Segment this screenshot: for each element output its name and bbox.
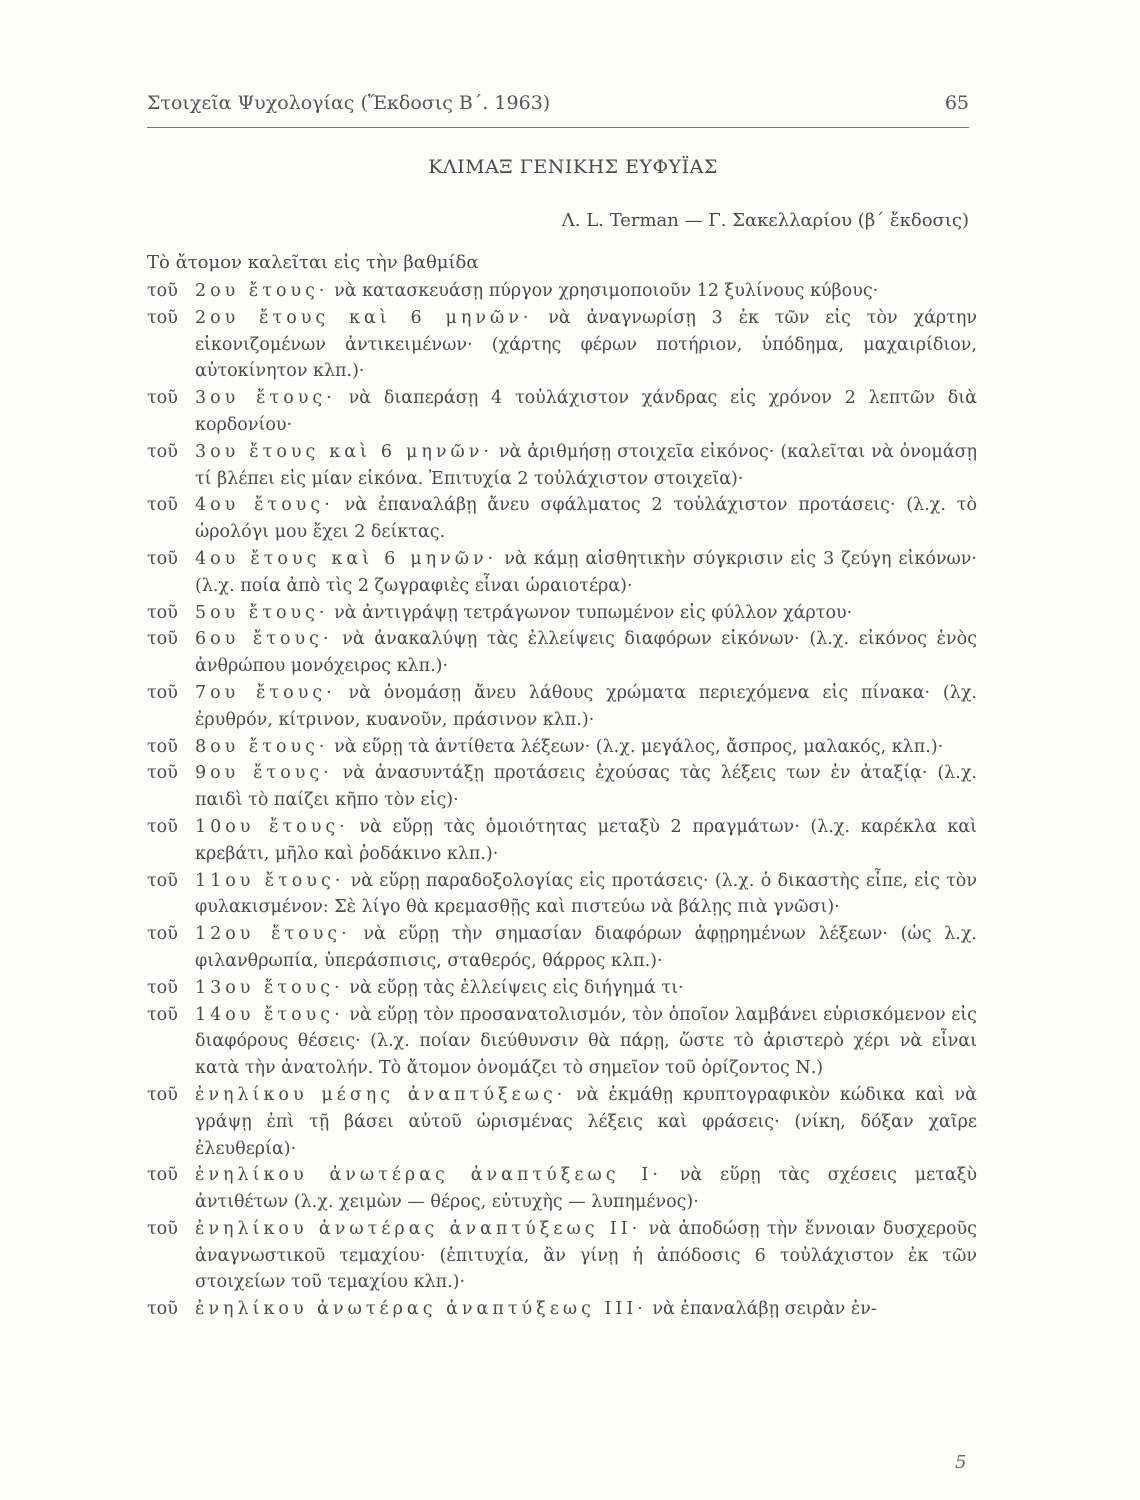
entry-lead: τοῦ (147, 816, 178, 837)
entry-text: νὰ ἀντιγράψῃ τετράγωνον τυπωμένον εἰς φύλλον χάρτου· (334, 602, 853, 623)
list-item (147, 921, 977, 975)
entry-lead: τοῦ (147, 602, 178, 623)
page-title: ΚΛΙΜΑΞ ΓΕΝΙΚΗΣ ΕΥΦΥΪΑΣ (428, 156, 718, 178)
entry-lead: τοῦ (147, 1165, 178, 1186)
entry-text: νὰ εὕρῃ τὰς σχέσεις μεταξὺ ἀντιθέτων (λ.χ. χειμὼν — θέρος, εὐτυχὴς — λυπημένος)· (195, 1165, 977, 1213)
entry-lead: τοῦ (147, 977, 178, 998)
list-item (147, 975, 977, 1002)
entry-text: νὰ ὀνομάσῃ ἄνευ λάθους χρώματα περιεχόμενα εἰς πίνακα· (λχ. ἐρυθρόν, κίτρινον, κυανοῦν, πράσινον κλπ.)· (195, 682, 977, 730)
entry-text: νὰ εὕρῃ τὰς ὁμοιότητας μεταξὺ 2 πραγμάτων· (λ.χ. καρέκλα καὶ κρεβάτι, μῆλο καὶ ῥοδάκινο κλπ.)· (195, 816, 977, 864)
entry-lead: τοῦ (147, 548, 178, 569)
list-item (147, 439, 977, 493)
entry-age: 9ου ἔτους· (195, 763, 333, 784)
list-item (147, 626, 977, 680)
entry-lead: τοῦ (147, 307, 178, 328)
entry-lead: τοῦ (147, 495, 178, 516)
page-number: 65 (944, 92, 969, 114)
entry-age: 14ου ἔτους· (195, 1004, 344, 1025)
entry-age: 2ου ἔτους· (195, 281, 329, 301)
entry-text: νὰ εὕρῃ τὸν προσανατολισμόν, τὸν ὁποῖον λαμβάνει εὑρισκόμενον εἰς διαφόρους θέσεις· (λ.χ. ποίαν διεύθυνσιν θὰ πάρῃ, ὥστε τὸ ἀριστερὸ χέρι νὰ εἶναι κατὰ τὴν ἀνατολήν. Τὸ ἄτομον ὀνομάζει τὸ σημεῖον τοῦ ὁρίζοντος Ν.) (195, 1004, 977, 1079)
entry-text: νὰ ἀνασυντάξῃ προτάσεις ἐχούσας τὰς λέξεις των ἐν ἀταξίᾳ· (λ.χ. παιδὶ τὸ παίζει κῆπο τὸν εἰς)· (195, 763, 977, 811)
entry-text: νὰ ἐκμάθῃ κρυπτογραφικὸν κώδικα καὶ νὰ γράψῃ ἐπὶ τῇ βάσει αὐτοῦ ὡρισμένας λέξεις καὶ φράσεις· (νίκη, δόξαν χαῖρε ἐλευθερία)· (195, 1084, 977, 1159)
entry-age: ἐνηλίκου ἀνωτέρας ἀναπτύξεως ΙΙΙ· (195, 1299, 647, 1320)
signature-mark: 5 (955, 1452, 967, 1473)
entry-age: 2ου ἔτους καὶ 6 μηνῶν· (195, 307, 533, 328)
list-item (147, 760, 977, 814)
entry-lead: τοῦ (147, 763, 178, 784)
entry-text: νὰ ἀποδώσῃ τὴν ἔννοιαν δυσχεροῦς ἀναγνωστικοῦ τεμαχίου· (ἐπιτυχία, ἂν γίνῃ ἡ ἀπόδοσις 6 τοὐλάχιστον ἐκ τῶν στοιχείων τοῦ τεμαχίου κλπ.)· (195, 1218, 977, 1293)
entry-text: νὰ κάμῃ αἰσθητικὴν σύγκρισιν εἰς 3 ζεύγη εἰκόνων· (λ.χ. ποία ἀπὸ τὶς 2 ζωγραφιὲς εἶναι ὡραιοτέρα)· (195, 548, 977, 596)
list-item (147, 600, 977, 627)
entry-lead: τοῦ (147, 1004, 178, 1025)
entry-lead: τοῦ (147, 736, 178, 757)
entry-age: 13ου ἔτους· (195, 977, 344, 998)
entry-lead: τοῦ (147, 682, 178, 703)
running-header (147, 92, 969, 122)
entry-age: 3ου ἔτους· (195, 388, 336, 409)
entry-lead: τοῦ (147, 1084, 178, 1105)
entry-lead: τοῦ (147, 441, 178, 462)
entry-text: νὰ εὕρῃ παραδοξολογίας εἰς προτάσεις· (λ.χ. ὁ δικαστὴς εἶπε, εἰς τὸν φυλακισμένον: Σὲ λίγο θὰ κρεμασθῇς καὶ πιστεύω νὰ βάλῃς πιὰ γνῶσι)· (195, 870, 977, 918)
list-item (147, 1162, 977, 1216)
entry-lead: τοῦ (147, 1218, 178, 1239)
entry-lead: τοῦ (147, 388, 178, 409)
entry-age: 4ου ἔτους· (195, 495, 334, 516)
entry-age: 5ου ἔτους· (195, 602, 329, 623)
age-level-list (147, 278, 977, 1323)
list-item (147, 680, 977, 734)
entry-age: ἐνηλίκου ἀνωτέρας ἀναπτύξεως Ι· (195, 1165, 662, 1186)
list-item (147, 1216, 977, 1296)
entry-age: 12ου ἔτους· (195, 924, 351, 945)
list-item (147, 1296, 977, 1323)
list-item (147, 305, 977, 385)
entry-text: νὰ ἀριθμήσῃ στοιχεῖα εἰκόνος· (καλεῖται νὰ ὀνομάσῃ τί βλέπει εἰς μίαν εἰκόνα. Ἐπιτυχία 2 τοὐλάχιστον στοιχεῖα)· (195, 441, 977, 489)
entry-lead: τοῦ (147, 924, 178, 945)
entry-text: νὰ εὕρῃ τὰ ἀντίθετα λέξεων· (λ.χ. μεγάλος, ἄσπρος, μαλακός, κλπ.)· (334, 736, 944, 757)
list-item (147, 814, 977, 868)
entry-text: νὰ διαπεράσῃ 4 τοὐλάχιστον χάνδρας εἰς χρόνον 2 λεπτῶν διὰ κορδονίου· (195, 388, 977, 435)
list-item (147, 546, 977, 600)
entry-age: 7ου ἔτους· (195, 682, 336, 703)
entry-age: 6ου ἔτους· (195, 629, 333, 650)
running-title: Στοιχεῖα Ψυχολογίας (Ἔκδοσις Β΄. 1963) (147, 92, 551, 114)
entry-age: 11ου ἔτους· (195, 870, 345, 891)
intro-sentence: Τὸ ἄτομον καλεῖται εἰς τὴν βαθμίδα (147, 252, 479, 273)
entry-text: νὰ εὕρῃ τὰς ἐλλείψεις εἰς διήγημά τι· (349, 977, 684, 998)
entry-lead: τοῦ (147, 629, 178, 650)
list-item (147, 1082, 977, 1162)
list-item (147, 1002, 977, 1082)
entry-text: νὰ ἀνακαλύψῃ τὰς ἐλλείψεις διαφόρων εἰκόνων· (λ.χ. εἰκόνος ἑνὸς ἀνθρώπου μονόχειρος κλπ.)· (195, 629, 978, 677)
entry-age: ἐνηλίκου μέσης ἀναπτύξεως· (195, 1084, 567, 1105)
entry-age: 4ου ἔτους καὶ 6 μηνῶν· (195, 548, 498, 569)
entry-age: 8ου ἔτους· (195, 736, 329, 757)
header-rule (147, 127, 969, 128)
entry-age: ἐνηλίκου ἀνωτέρας ἀναπτύξεως ΙΙ· (195, 1218, 642, 1239)
entry-text: νὰ κατασκευάσῃ πύργον χρησιμοποιοῦν 12 ξυλίνους κύβους· (334, 281, 879, 301)
entry-age: 10ου ἔτους· (195, 816, 349, 837)
entry-lead: τοῦ (147, 281, 178, 301)
entry-text: νὰ ἐπαναλάβῃ ἄνευ σφάλματος 2 τοὐλάχιστον προτάσεις· (λ.χ. τὸ ὡρολόγι μου ἔχει 2 δείκτας. (195, 495, 977, 543)
entry-lead: τοῦ (147, 870, 178, 891)
entry-text: νὰ ἀναγνωρίσῃ 3 ἐκ τῶν εἰς τὸν χάρτην εἰκονιζομένων ἀντικειμένων· (χάρτης φέρων ποτήριον, ὑπόδημα, μαχαιρίδιον, αὐτοκίνητον κλπ.)· (195, 307, 977, 382)
author-line: Λ. L. Terman — Γ. Σακελλαρίου (β΄ ἔκδοσις) (561, 210, 969, 231)
entry-text: νὰ ἐπαναλάβῃ σειρὰν ἐν- (652, 1299, 877, 1320)
list-item (147, 492, 977, 546)
list-item (147, 385, 977, 439)
entry-age: 3ου ἔτους καὶ 6 μηνῶν· (195, 441, 493, 462)
list-item (147, 734, 977, 761)
entry-text: νὰ εὕρῃ τὴν σημασίαν διαφόρων ἀφῃρημένων λέξεων· (ὡς λ.χ. φιλανθρωπία, ὑπεράσπισις, σταθερός, θάρρος κλπ.)· (195, 924, 977, 971)
entry-lead: τοῦ (147, 1299, 178, 1320)
list-item (147, 278, 977, 305)
list-item (147, 868, 977, 922)
